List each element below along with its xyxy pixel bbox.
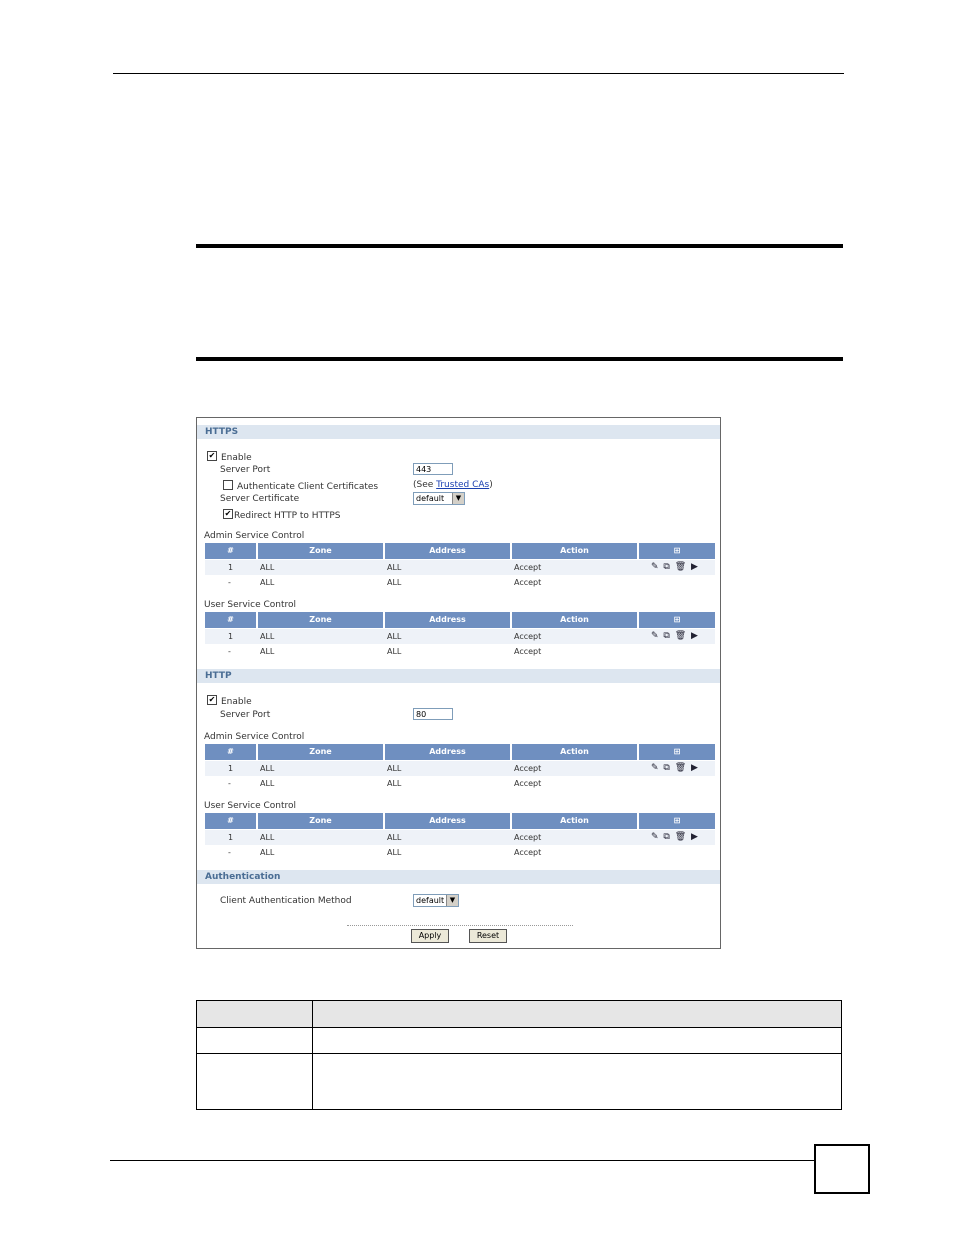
cell-num: 1 — [228, 764, 234, 773]
cell-action: Accept — [514, 764, 542, 773]
https-admin-label: Admin Service Control — [204, 531, 305, 541]
cell-address: ALL — [387, 632, 402, 641]
row-action-icons[interactable]: ✎ ⧉ 🗑 ▶ — [651, 832, 699, 842]
cell-num: - — [228, 647, 231, 656]
server-cert-label: Server Certificate — [220, 494, 300, 504]
http-admin-table — [205, 744, 715, 790]
col-num: # — [205, 543, 258, 559]
add-icon[interactable]: ⊞ — [639, 612, 715, 628]
header-rule — [113, 73, 844, 74]
https-user-label: User Service Control — [204, 600, 297, 610]
add-icon[interactable]: ⊞ — [639, 543, 715, 559]
see-prefix: (See — [413, 480, 437, 490]
http-admin-label: Admin Service Control — [204, 732, 305, 742]
https-section-header: HTTPS — [197, 425, 720, 439]
cell-action: Accept — [514, 632, 542, 641]
cell-zone: ALL — [260, 764, 275, 773]
cell-address: ALL — [387, 848, 402, 857]
https-admin-table — [205, 543, 715, 589]
cell-zone: ALL — [260, 647, 275, 656]
https-server-port-input[interactable]: 443 — [413, 463, 453, 475]
col-zone: Zone — [258, 612, 385, 628]
cell-action: Accept — [514, 647, 542, 656]
http-enable-checkbox[interactable]: ✔ — [208, 695, 216, 704]
table-row — [205, 845, 715, 860]
cell-address: ALL — [387, 578, 402, 587]
table-row — [205, 629, 715, 644]
page-number-box — [814, 1144, 870, 1194]
row-action-icons[interactable]: ✎ ⧉ 🗑 ▶ — [651, 763, 699, 773]
col-address: Address — [385, 543, 512, 559]
cell-num: - — [228, 779, 231, 788]
auth-client-cert-label: Authenticate Client Certificates — [237, 482, 379, 492]
apply-button[interactable]: Apply — [411, 929, 449, 943]
table-row — [205, 575, 715, 590]
col-address: Address — [385, 813, 512, 829]
cell-action: Accept — [514, 578, 542, 587]
cell-num: 1 — [228, 563, 234, 572]
table-row — [205, 776, 715, 791]
field-table-header-left — [196, 1000, 313, 1028]
cell-num: - — [228, 848, 231, 857]
cell-action: Accept — [514, 848, 542, 857]
server-cert-value: default — [416, 494, 445, 503]
field-table-header-right — [312, 1000, 842, 1028]
client-auth-method-select[interactable] — [413, 894, 459, 907]
cell-zone: ALL — [260, 833, 275, 842]
table-row — [205, 761, 715, 776]
cell-address: ALL — [387, 764, 402, 773]
col-zone: Zone — [258, 813, 385, 829]
cell-action: Accept — [514, 833, 542, 842]
col-address: Address — [385, 744, 512, 760]
cell-address: ALL — [387, 833, 402, 842]
col-num: # — [205, 744, 258, 760]
cell-address: ALL — [387, 563, 402, 572]
note-bottom-rule — [196, 357, 843, 361]
cell-action: Accept — [514, 563, 542, 572]
client-auth-method-label: Client Authentication Method — [220, 896, 352, 906]
field-table-row2-right — [312, 1053, 842, 1110]
table-row — [205, 560, 715, 575]
see-suffix: ) — [489, 480, 493, 490]
https-user-table — [205, 612, 715, 658]
col-num: # — [205, 612, 258, 628]
cell-zone: ALL — [260, 848, 275, 857]
cell-address: ALL — [387, 647, 402, 656]
redirect-checkbox[interactable]: ✔ — [224, 509, 232, 518]
trusted-cas-link[interactable]: Trusted CAs — [436, 480, 490, 490]
add-icon[interactable]: ⊞ — [639, 744, 715, 760]
cell-num: - — [228, 578, 231, 587]
col-zone: Zone — [258, 744, 385, 760]
cell-num: 1 — [228, 833, 234, 842]
https-server-port-label: Server Port — [220, 465, 271, 475]
https-enable-label: Enable — [221, 453, 252, 463]
server-cert-select[interactable] — [413, 492, 465, 505]
chevron-down-icon: ▼ — [446, 895, 458, 906]
https-screen — [196, 417, 721, 949]
auth-section-header: Authentication — [197, 870, 720, 884]
chevron-down-icon: ▼ — [452, 493, 464, 504]
cell-address: ALL — [387, 779, 402, 788]
field-table-row1-right — [312, 1027, 842, 1054]
field-table-row2-left — [196, 1053, 313, 1110]
cell-zone: ALL — [260, 563, 275, 572]
https-enable-checkbox[interactable]: ✔ — [208, 451, 216, 460]
cell-zone: ALL — [260, 632, 275, 641]
col-action: Action — [512, 744, 639, 760]
col-action: Action — [512, 612, 639, 628]
http-enable-label: Enable — [221, 697, 252, 707]
cell-num: 1 — [228, 632, 234, 641]
table-row — [205, 830, 715, 845]
reset-button[interactable]: Reset — [469, 929, 507, 943]
http-section-header: HTTP — [197, 669, 720, 683]
cell-zone: ALL — [260, 779, 275, 788]
col-action: Action — [512, 543, 639, 559]
http-server-port-input[interactable]: 80 — [413, 708, 453, 720]
table-row — [205, 644, 715, 659]
col-address: Address — [385, 612, 512, 628]
see-trusted-cas — [413, 480, 493, 490]
add-icon[interactable]: ⊞ — [639, 813, 715, 829]
field-table-row1-left — [196, 1027, 313, 1054]
col-action: Action — [512, 813, 639, 829]
cell-action: Accept — [514, 779, 542, 788]
redirect-label: Redirect HTTP to HTTPS — [234, 511, 341, 521]
row-action-icons[interactable]: ✎ ⧉ 🗑 ▶ — [651, 631, 699, 641]
cell-zone: ALL — [260, 578, 275, 587]
http-server-port-label: Server Port — [220, 710, 271, 720]
http-user-table — [205, 813, 715, 859]
col-zone: Zone — [258, 543, 385, 559]
client-auth-method-value: default — [416, 896, 445, 905]
auth-client-cert-checkbox[interactable] — [223, 480, 233, 490]
row-action-icons[interactable]: ✎ ⧉ 🗑 ▶ — [651, 562, 699, 572]
buttons-divider — [347, 925, 573, 926]
footer-rule — [110, 1160, 815, 1161]
note-top-rule — [196, 244, 843, 248]
http-user-label: User Service Control — [204, 801, 297, 811]
col-num: # — [205, 813, 258, 829]
